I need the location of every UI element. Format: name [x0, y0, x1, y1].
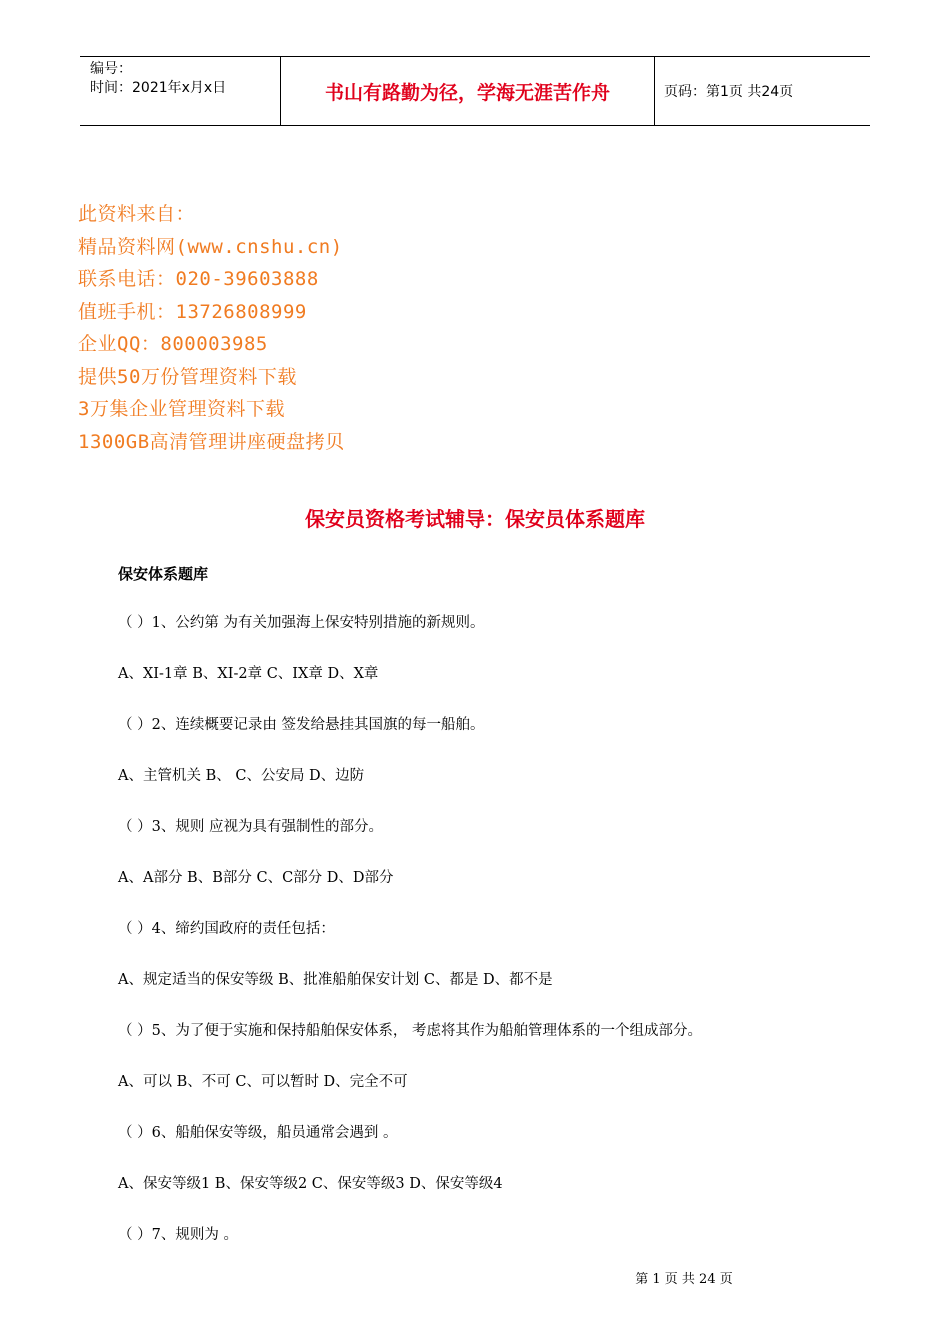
question-line: （ ）3、规则 应视为具有强制性的部分。	[118, 819, 383, 835]
footer-page-number: 第 1 页 共 24 页	[635, 1272, 733, 1287]
answer-options: A、规定适当的保安等级 B、批准船舶保安计划 C、都是 D、都不是	[118, 972, 553, 988]
source-line: 精品资料网(www.cnshu.cn)	[78, 235, 343, 258]
answer-options: A、主管机关 B、 C、公安局 D、边防	[118, 768, 365, 784]
question-line: （ ）2、连续概要记录由 签发给悬挂其国旗的每一船舶。	[118, 717, 485, 733]
source-line: 1300GB高清管理讲座硬盘拷贝	[78, 430, 345, 453]
source-line: 值班手机：13726808999	[78, 300, 307, 323]
source-line: 联系电话：020-39603888	[78, 268, 319, 290]
document-time: 时间：2021年x月x日	[90, 80, 227, 96]
header-meta	[80, 57, 281, 125]
question-line: （ ）1、公约第 为有关加强海上保安特别措施的新规则。	[118, 615, 485, 631]
source-line: 企业QQ：800003985	[78, 333, 268, 355]
source-line: 提供50万份管理资料下载	[78, 365, 297, 388]
question-list	[118, 611, 878, 1274]
question-line: （ ）7、规则为 。	[118, 1227, 238, 1243]
document-number: 编号：	[90, 61, 132, 77]
document-title: 保安员资格考试辅导：保安员体系题库	[305, 507, 645, 531]
page-footer	[0, 1268, 950, 1287]
answer-options: A、XI-1章 B、XI-2章 C、IX章 D、X章	[118, 666, 379, 682]
answer-options: A、可以 B、不可 C、可以暂时 D、完全不可	[118, 1074, 408, 1090]
answer-options: A、保安等级1 B、保安等级2 C、保安等级3 D、保安等级4	[118, 1176, 503, 1192]
question-line: （ ）6、船舶保安等级，船员通常会遇到 。	[118, 1125, 398, 1141]
question-line: （ ）4、缔约国政府的责任包括：	[118, 921, 335, 937]
answer-options: A、A部分 B、B部分 C、C部分 D、D部分	[118, 870, 394, 886]
header-table	[80, 56, 870, 126]
source-line: 3万集企业管理资料下载	[78, 398, 285, 420]
question-line: （ ）5、为了便于实施和保持船舶保安体系， 考虑将其作为船舶管理体系的一个组成部分。	[118, 1023, 702, 1039]
header-motto: 书山有路勤为径，学海无涯苦作舟	[281, 57, 655, 125]
section-title: 保安体系题库	[118, 565, 209, 583]
source-info-block	[78, 198, 345, 458]
header-page-info: 页码：第1页 共24页	[664, 84, 794, 100]
source-line: 此资料来自：	[78, 203, 196, 225]
